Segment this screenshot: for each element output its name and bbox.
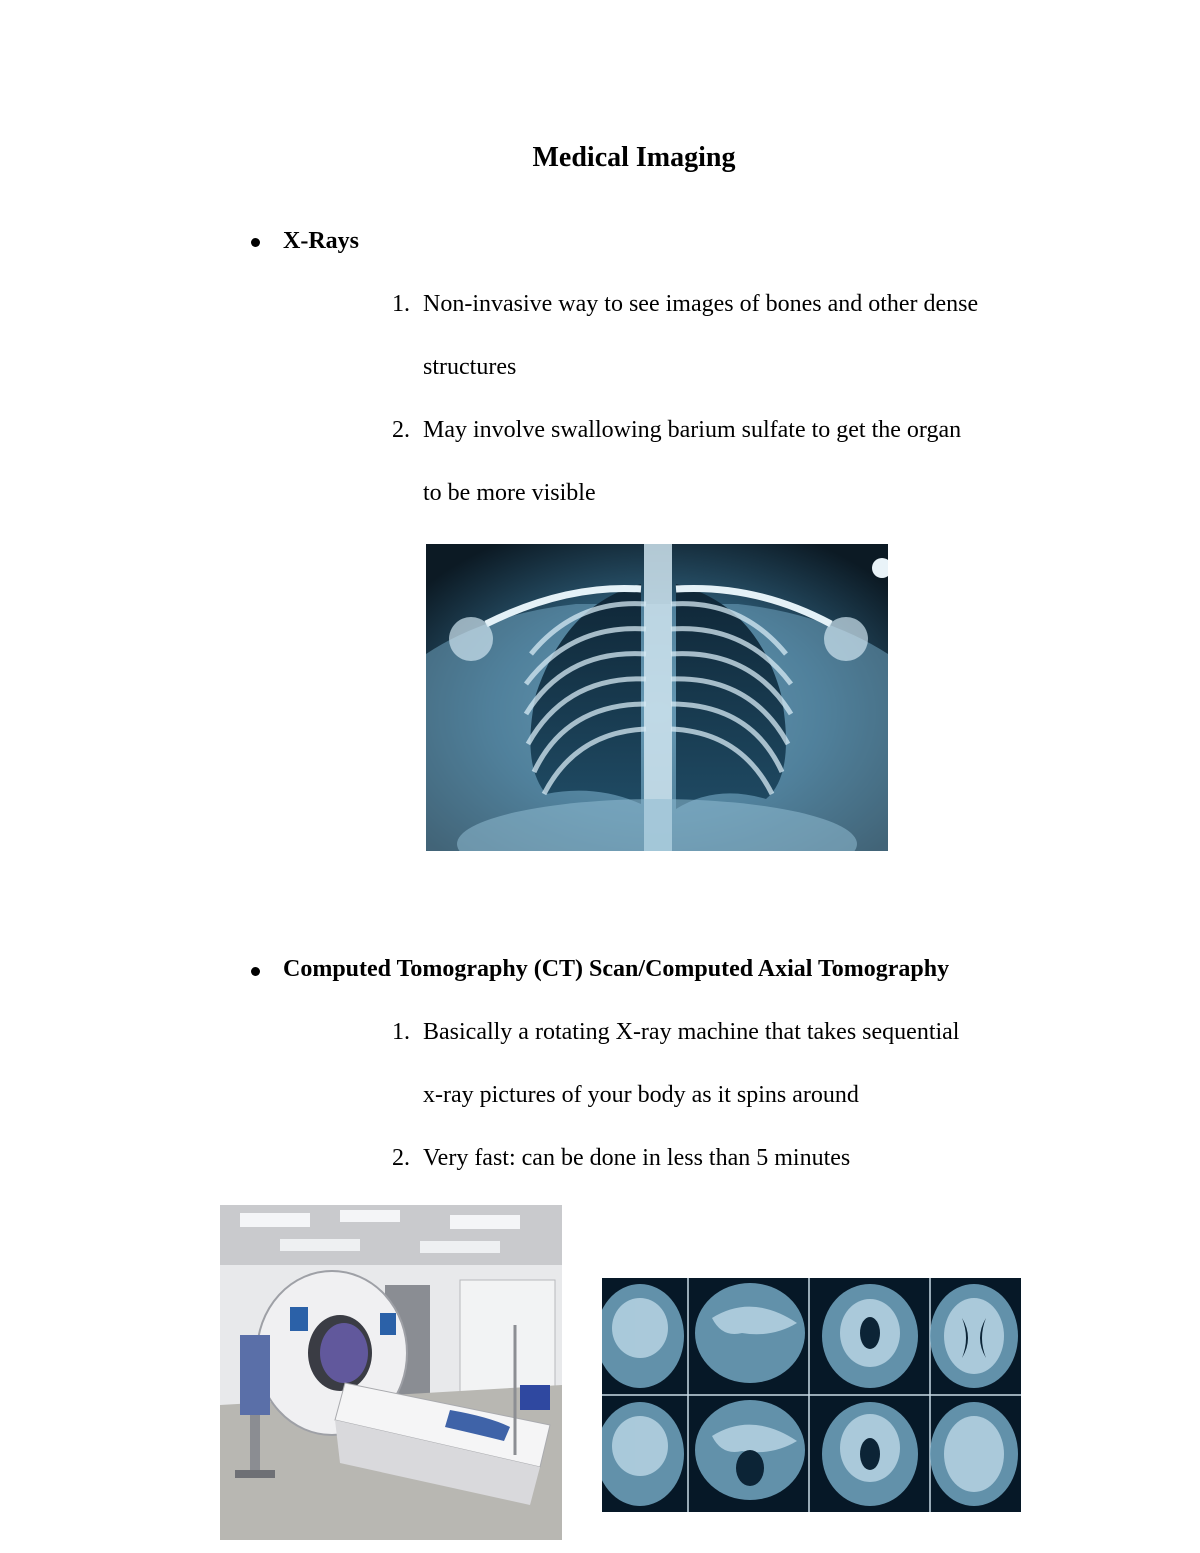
list-number: 1. (392, 1019, 410, 1045)
bullet-icon (251, 238, 260, 247)
chest-xray-image (426, 544, 888, 851)
section-heading-ct: Computed Tomography (CT) Scan/Computed Axial Tomography (283, 956, 950, 982)
bullet-icon (251, 967, 260, 976)
list-item-text: Non-invasive way to see images of bones and other dense (423, 291, 979, 317)
brain-scan-image (602, 1278, 1021, 1512)
page-title: Medical Imaging (532, 142, 736, 173)
list-item-text: May involve swallowing barium sulfate to get the organ (423, 417, 962, 443)
section-heading-xrays: X-Rays (283, 228, 359, 254)
list-item-text: Very fast: can be done in less than 5 minutes (423, 1145, 851, 1171)
list-number: 1. (392, 291, 410, 317)
list-item-text: to be more visible (423, 480, 596, 506)
ct-scanner-image (220, 1205, 562, 1540)
list-number: 2. (392, 417, 410, 443)
list-number: 2. (392, 1145, 410, 1171)
list-item-text: structures (423, 354, 517, 380)
list-item-text: Basically a rotating X-ray machine that takes sequential (423, 1019, 960, 1045)
list-item-text: x-ray pictures of your body as it spins around (423, 1082, 859, 1108)
